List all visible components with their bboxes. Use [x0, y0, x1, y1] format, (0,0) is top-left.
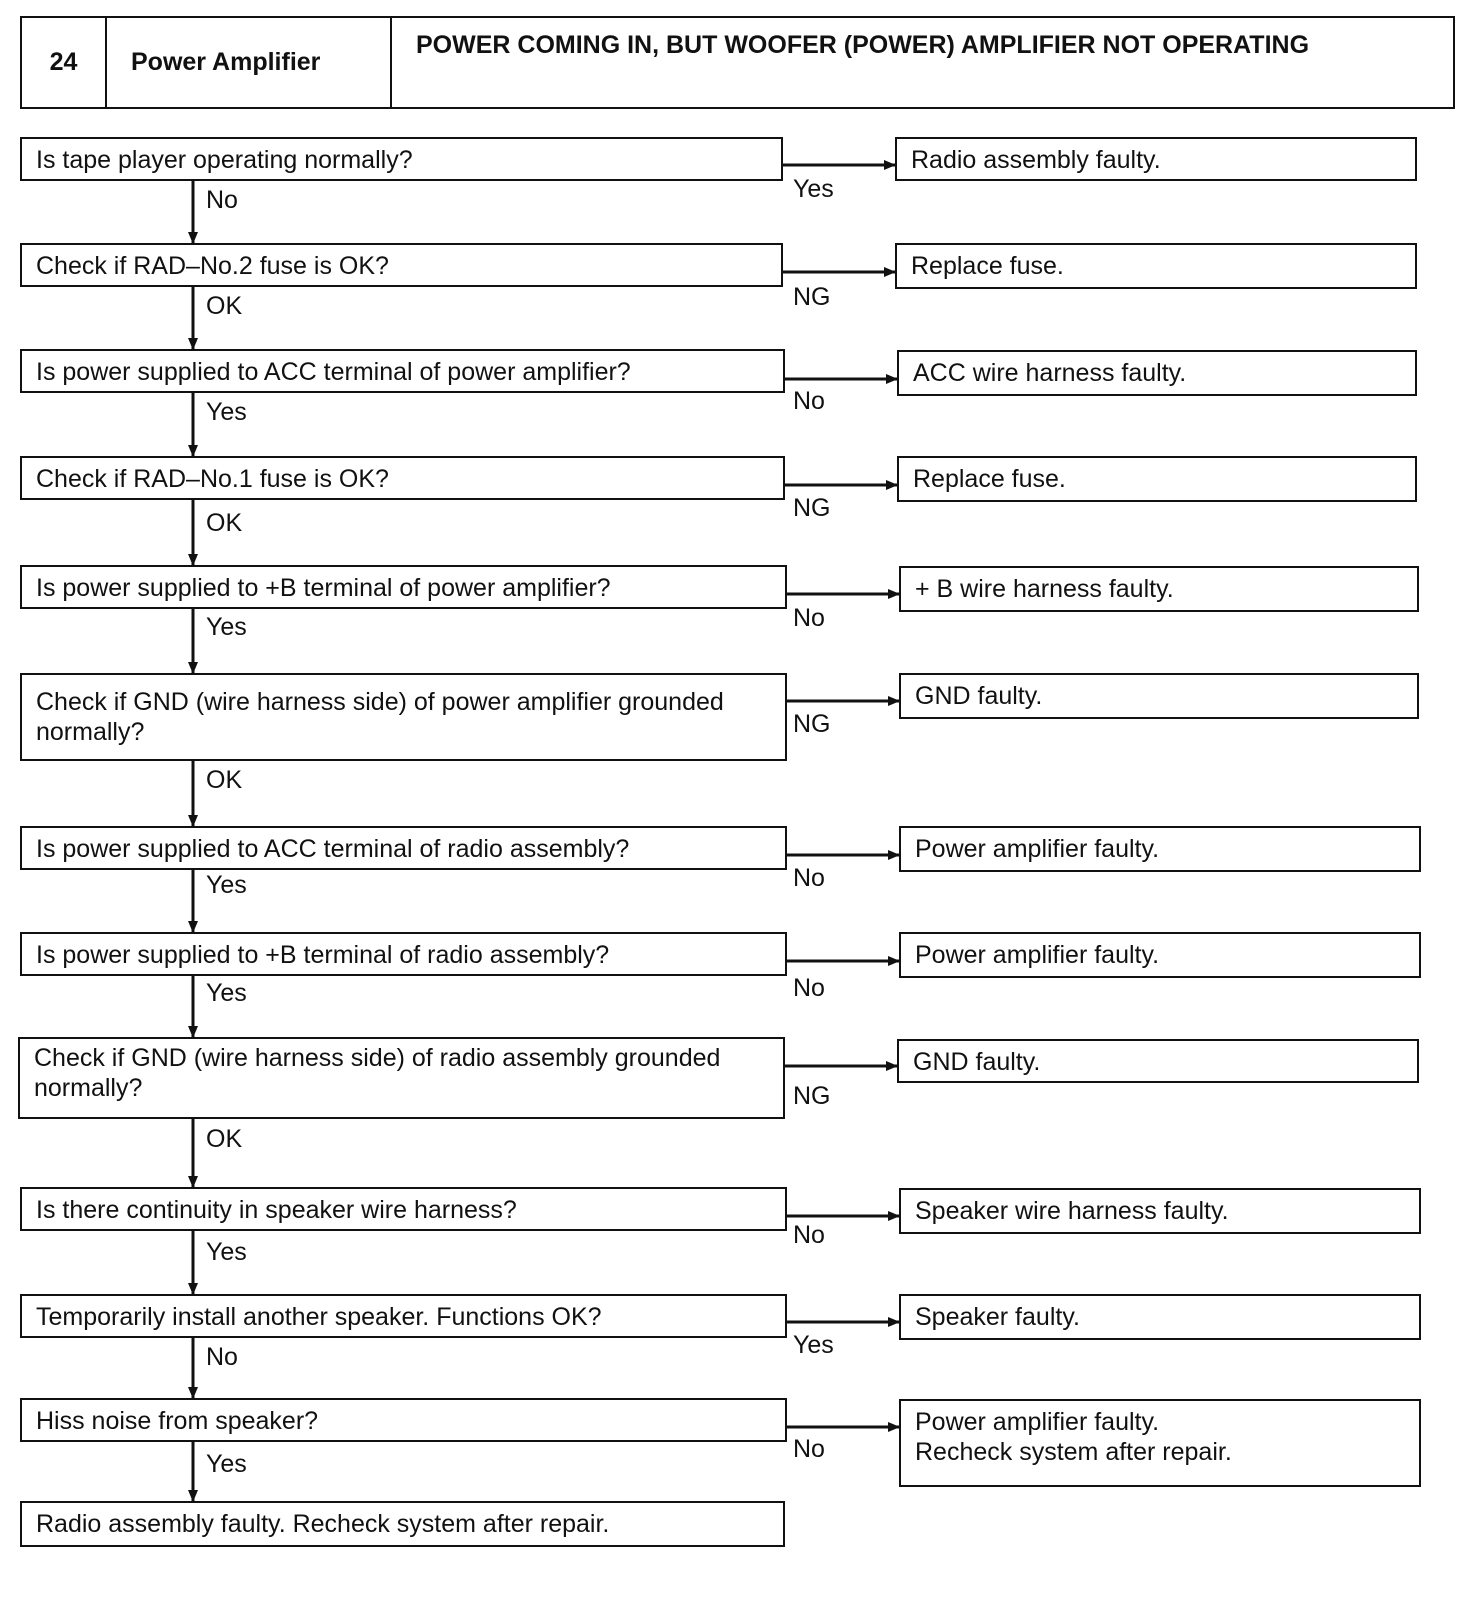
down-label: Yes: [206, 1238, 247, 1266]
right-label: No: [793, 1221, 825, 1249]
result-box: Replace fuse.: [895, 243, 1417, 289]
down-label: OK: [206, 292, 243, 320]
question-box: Check if RAD–No.2 fuse is OK?: [20, 243, 783, 287]
right-label: No: [793, 387, 825, 415]
question-box: Is tape player operating normally?: [20, 137, 783, 181]
down-label: No: [206, 186, 238, 214]
page-title: POWER COMING IN, BUT WOOFER (POWER) AMPLIFIER NOT OPERATING: [416, 31, 1310, 59]
result-box: Replace fuse.: [897, 456, 1417, 502]
question-box: Check if GND (wire harness side) of radio assembly grounded normally?: [18, 1037, 785, 1119]
question-box: Is power supplied to ACC terminal of radio assembly?: [20, 826, 787, 870]
down-label: Yes: [206, 871, 247, 899]
question-box: Is there continuity in speaker wire harness?: [20, 1187, 787, 1231]
result-box: Power amplifier faulty.: [899, 826, 1421, 872]
question-box: Is power supplied to +B terminal of radio assembly?: [20, 932, 787, 976]
question-box: Temporarily install another speaker. Functions OK?: [20, 1294, 787, 1338]
result-box: + B wire harness faulty.: [899, 566, 1419, 612]
down-label: Yes: [206, 1450, 247, 1478]
result-box: GND faulty.: [897, 1039, 1419, 1083]
question-box: Check if GND (wire harness side) of power amplifier grounded normally?: [20, 673, 787, 761]
chart-number: 24: [22, 18, 107, 107]
result-box: GND faulty.: [899, 673, 1419, 719]
right-label: No: [793, 1435, 825, 1463]
right-label: No: [793, 864, 825, 892]
right-label: Yes: [793, 175, 834, 203]
right-label: NG: [793, 1082, 831, 1110]
result-box: Radio assembly faulty.: [895, 137, 1417, 181]
down-label: No: [206, 1343, 238, 1371]
down-label: Yes: [206, 398, 247, 426]
result-box: Power amplifier faulty.: [899, 932, 1421, 978]
right-label: No: [793, 604, 825, 632]
result-box: ACC wire harness faulty.: [897, 350, 1417, 396]
result-box: Speaker faulty.: [899, 1294, 1421, 1340]
right-label: NG: [793, 494, 831, 522]
question-box: Is power supplied to ACC terminal of power amplifier?: [20, 349, 785, 393]
down-label: Yes: [206, 979, 247, 1007]
down-label: OK: [206, 509, 243, 537]
down-label: Yes: [206, 613, 247, 641]
final-result-box: Radio assembly faulty. Recheck system after repair.: [20, 1501, 785, 1547]
category-label: Power Amplifier: [107, 18, 392, 107]
down-label: OK: [206, 766, 243, 794]
result-box: Speaker wire harness faulty.: [899, 1188, 1421, 1234]
right-label: NG: [793, 710, 831, 738]
question-box: Check if RAD–No.1 fuse is OK?: [20, 456, 785, 500]
result-box: Power amplifier faulty. Recheck system after repair.: [899, 1399, 1421, 1487]
right-label: Yes: [793, 1331, 834, 1359]
question-box: Hiss noise from speaker?: [20, 1398, 787, 1442]
right-label: NG: [793, 283, 831, 311]
down-label: OK: [206, 1125, 243, 1153]
right-label: No: [793, 974, 825, 1002]
question-box: Is power supplied to +B terminal of power amplifier?: [20, 565, 787, 609]
